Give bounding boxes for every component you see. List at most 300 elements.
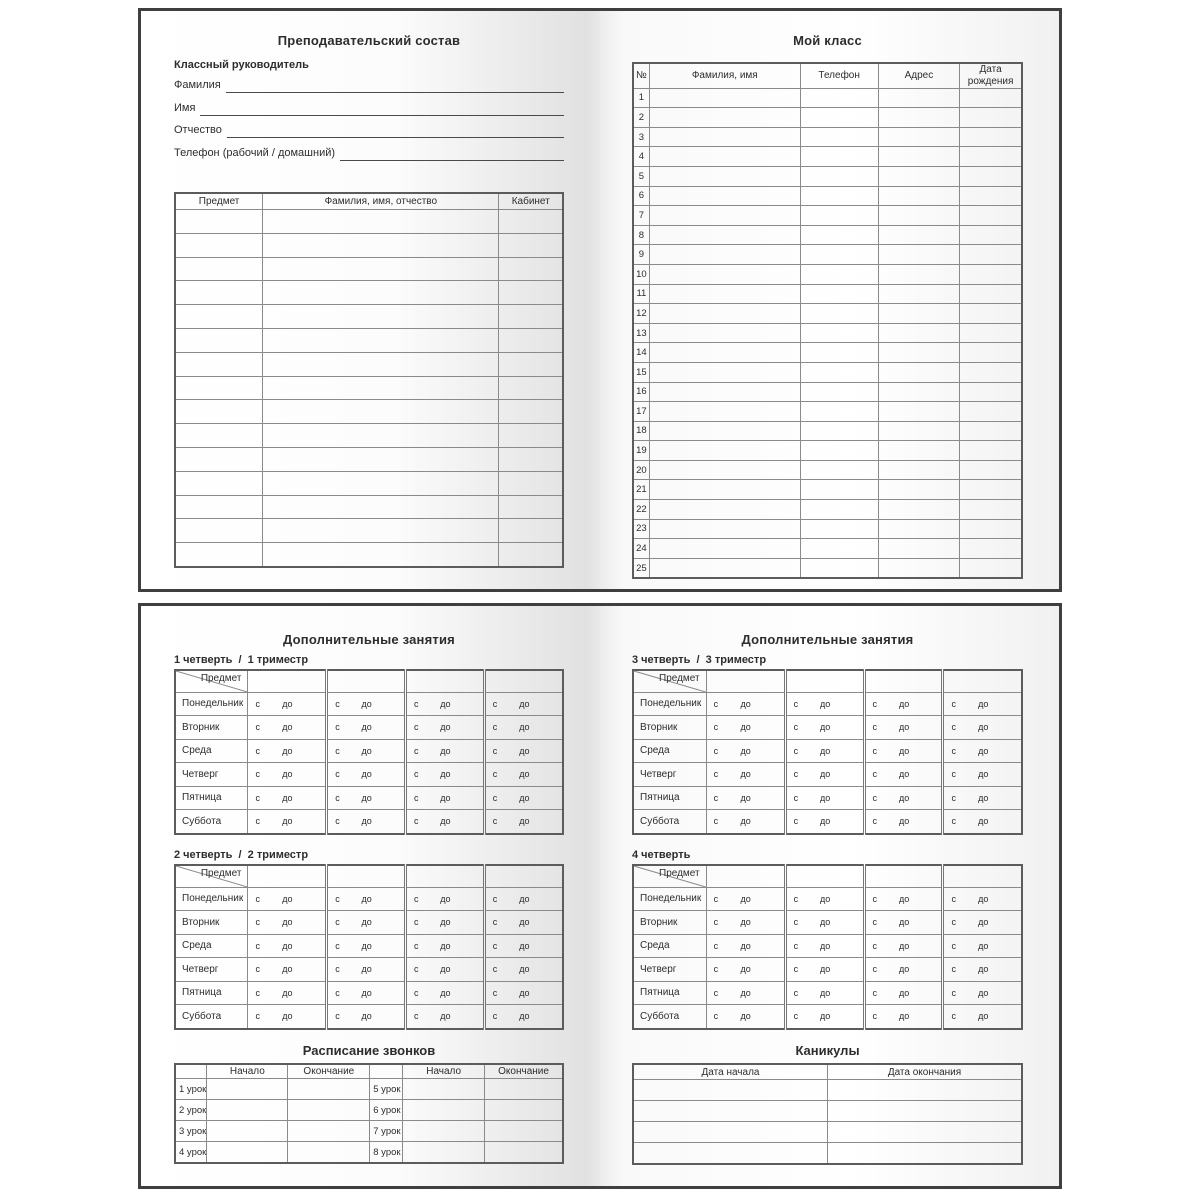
time-cell (405, 934, 484, 958)
to-label: до (440, 792, 451, 803)
from-label: с (413, 987, 419, 998)
to-label: до (978, 792, 989, 803)
empty-cell (960, 245, 1022, 265)
from-label: с (413, 964, 419, 975)
table-row (175, 424, 563, 448)
field-label: Фамилия (174, 79, 221, 92)
from-label: с (335, 722, 340, 733)
time-cell (785, 786, 864, 810)
time-cell (327, 786, 406, 810)
field-row (174, 93, 564, 116)
row-number-cell: 6 (633, 186, 649, 206)
empty-cell (207, 1121, 288, 1142)
schedule-slot-q4 (632, 864, 1023, 1030)
to-label: до (740, 792, 751, 803)
table-row (633, 225, 1022, 245)
from-label: с (951, 1011, 956, 1022)
from-label: с (255, 917, 260, 928)
schedule-header-row (633, 865, 1022, 888)
day-cell: Понедельник (633, 887, 706, 911)
empty-cell (800, 225, 878, 245)
to-label: до (519, 940, 530, 951)
schedule-table (632, 669, 1023, 835)
subject-header-cell (943, 670, 1022, 693)
time-cell (248, 934, 327, 958)
row-number-cell: 2 (633, 108, 649, 128)
field-label: Отчество (174, 124, 222, 137)
table-row (633, 147, 1022, 167)
empty-cell (263, 471, 499, 495)
row-number-cell: 7 (633, 206, 649, 226)
time-cell (943, 911, 1022, 935)
to-label: до (819, 940, 831, 951)
table-row (633, 206, 1022, 226)
from-label: с (872, 940, 878, 951)
empty-cell (800, 323, 878, 343)
empty-cell (263, 400, 499, 424)
page-title-my-class: Мой класс (793, 33, 862, 48)
empty-cell (263, 447, 499, 471)
day-row (175, 911, 563, 935)
day-cell: Понедельник (175, 692, 248, 716)
empty-cell (649, 127, 800, 147)
table-row (175, 1100, 563, 1121)
to-label: до (440, 1011, 451, 1022)
time-cell (706, 958, 785, 982)
table-row (633, 166, 1022, 186)
day-cell: Пятница (633, 786, 706, 810)
from-label: с (872, 987, 878, 998)
day-cell: Вторник (633, 911, 706, 935)
to-label: до (819, 698, 831, 709)
empty-cell (263, 424, 499, 448)
table-row (175, 209, 563, 233)
from-label: с (492, 816, 498, 827)
to-label: до (819, 769, 831, 780)
column-header: Окончание (485, 1064, 563, 1079)
to-label: до (282, 917, 293, 928)
empty-cell (800, 284, 878, 304)
time-cell (484, 934, 563, 958)
schedule-table (632, 864, 1023, 1030)
empty-cell (499, 424, 563, 448)
bells-title: Расписание звонков (302, 1042, 436, 1058)
class-table (632, 62, 1023, 580)
from-label: с (793, 917, 799, 928)
empty-cell (800, 343, 878, 363)
empty-cell (800, 264, 878, 284)
time-cell (405, 981, 484, 1005)
time-cell (327, 911, 406, 935)
to-label: до (740, 769, 751, 780)
empty-cell (800, 166, 878, 186)
empty-cell (649, 206, 800, 226)
blank-header-cell (175, 1064, 207, 1079)
empty-cell (499, 328, 563, 352)
empty-cell (499, 447, 563, 471)
to-label: до (361, 745, 372, 756)
empty-cell (175, 209, 263, 233)
table-row (633, 480, 1022, 500)
time-cell (248, 981, 327, 1005)
empty-cell (175, 543, 263, 567)
from-label: с (713, 987, 719, 998)
from-label: с (335, 769, 340, 780)
day-cell: Суббота (633, 1005, 706, 1029)
time-cell (484, 716, 563, 740)
table-row (175, 1121, 563, 1142)
empty-cell (649, 343, 800, 363)
empty-cell (288, 1121, 370, 1142)
from-label: с (793, 745, 799, 756)
row-number-cell: 22 (633, 500, 649, 520)
table-row (633, 264, 1022, 284)
row-number-cell: 9 (633, 245, 649, 265)
empty-cell (800, 421, 878, 441)
from-label: с (713, 792, 719, 803)
schedule-header-row (175, 670, 563, 693)
empty-cell (499, 495, 563, 519)
to-label: до (282, 1011, 293, 1022)
day-row (175, 692, 563, 716)
empty-cell (960, 108, 1022, 128)
empty-cell (960, 519, 1022, 539)
bells-table (174, 1063, 564, 1164)
empty-cell (499, 209, 563, 233)
from-label: с (951, 987, 956, 998)
time-cell (785, 763, 864, 787)
subject-header-cell (706, 865, 785, 888)
subject-header-cell (327, 670, 406, 693)
day-cell: Четверг (175, 763, 248, 787)
from-label: с (951, 722, 956, 733)
empty-cell (403, 1121, 485, 1142)
field-row (174, 116, 564, 139)
from-label: с (255, 893, 260, 904)
from-label: с (793, 893, 799, 904)
to-label: до (740, 745, 751, 756)
time-cell (864, 934, 943, 958)
table-row (633, 421, 1022, 441)
holidays-header-row (633, 1064, 1022, 1080)
from-label: с (713, 1011, 719, 1022)
to-label: до (519, 816, 530, 827)
row-number-cell: 5 (633, 166, 649, 186)
to-label: до (361, 1011, 372, 1022)
to-label: до (898, 745, 910, 756)
empty-cell (485, 1142, 563, 1164)
time-cell (864, 887, 943, 911)
day-cell: Пятница (633, 981, 706, 1005)
to-label: до (361, 940, 372, 951)
empty-cell (499, 233, 563, 257)
from-label: с (872, 893, 878, 904)
day-cell: Четверг (633, 958, 706, 982)
time-cell (943, 786, 1022, 810)
subject-header-cell (405, 670, 484, 693)
table-row (175, 1142, 563, 1164)
empty-cell (288, 1142, 370, 1164)
row-number-cell: 15 (633, 362, 649, 382)
to-label: до (819, 792, 831, 803)
empty-cell (649, 108, 800, 128)
time-cell (864, 739, 943, 763)
day-row (175, 887, 563, 911)
from-label: с (872, 917, 878, 928)
quarter-label-3: 3 четверть / 3 триместр (632, 653, 767, 666)
time-cell (864, 911, 943, 935)
empty-cell (649, 225, 800, 245)
empty-cell (207, 1100, 288, 1121)
day-row (633, 786, 1022, 810)
from-label: с (413, 940, 419, 951)
to-label: до (898, 987, 910, 998)
to-label: до (740, 722, 751, 733)
from-label: с (492, 917, 498, 928)
time-cell (327, 1005, 406, 1029)
day-cell: Суббота (633, 810, 706, 834)
staff-header-row (175, 193, 563, 210)
table-row (175, 352, 563, 376)
empty-cell (878, 500, 960, 520)
time-cell (943, 763, 1022, 787)
to-label: до (361, 893, 372, 904)
column-header: № (633, 63, 649, 89)
empty-cell (499, 400, 563, 424)
field-label: Имя (174, 101, 196, 114)
time-cell (248, 887, 327, 911)
day-cell: Понедельник (175, 887, 248, 911)
time-cell (405, 810, 484, 834)
time-cell (785, 958, 864, 982)
day-row (175, 716, 563, 740)
from-label: с (951, 964, 956, 975)
time-cell (405, 716, 484, 740)
empty-cell (878, 362, 960, 382)
empty-cell (960, 558, 1022, 578)
time-cell (706, 716, 785, 740)
from-label: с (793, 792, 799, 803)
from-label: с (255, 1011, 260, 1022)
time-cell (785, 934, 864, 958)
day-row (633, 981, 1022, 1005)
time-cell (484, 763, 563, 787)
table-row (633, 539, 1022, 559)
to-label: до (819, 917, 831, 928)
table-row (633, 558, 1022, 578)
from-label: с (793, 1011, 799, 1022)
page-teachers (141, 11, 600, 589)
corner-label: Предмет (659, 672, 700, 684)
time-cell (405, 887, 484, 911)
time-cell (864, 692, 943, 716)
from-label: с (413, 893, 419, 904)
from-label: с (713, 964, 719, 975)
time-cell (706, 692, 785, 716)
from-label: с (413, 792, 419, 803)
to-label: до (440, 940, 451, 951)
day-cell: Суббота (175, 1005, 248, 1029)
empty-cell (649, 519, 800, 539)
empty-cell (878, 206, 960, 226)
empty-cell (263, 233, 499, 257)
from-label: с (335, 940, 340, 951)
time-cell (484, 1005, 563, 1029)
row-number-cell: 24 (633, 539, 649, 559)
table-row (175, 328, 563, 352)
to-label: до (440, 722, 451, 733)
empty-cell (800, 108, 878, 128)
from-label: с (492, 722, 498, 733)
table-row (633, 88, 1022, 108)
from-label: с (413, 722, 419, 733)
empty-cell (499, 281, 563, 305)
to-label: до (819, 722, 831, 733)
day-cell: Понедельник (633, 692, 706, 716)
from-label: с (255, 698, 260, 709)
from-label: с (713, 745, 719, 756)
empty-cell (828, 1080, 1023, 1101)
empty-cell (800, 382, 878, 402)
corner-label: Предмет (200, 867, 242, 879)
empty-cell (649, 88, 800, 108)
to-label: до (519, 893, 530, 904)
corner-predmet-cell (175, 865, 248, 888)
empty-cell (403, 1100, 485, 1121)
empty-cell (878, 108, 960, 128)
lesson-label-cell: 3 урок (175, 1121, 207, 1142)
empty-cell (828, 1143, 1023, 1165)
empty-cell (878, 166, 960, 186)
empty-cell (960, 362, 1022, 382)
time-cell (864, 716, 943, 740)
empty-cell (633, 1122, 828, 1143)
table-row (633, 500, 1022, 520)
from-label: с (492, 964, 498, 975)
time-cell (327, 934, 406, 958)
empty-cell (649, 284, 800, 304)
holidays-title: Каникулы (795, 1042, 860, 1058)
from-label: с (713, 698, 719, 709)
empty-cell (800, 402, 878, 422)
empty-cell (649, 460, 800, 480)
subject-header-cell (248, 670, 327, 693)
from-label: с (713, 722, 719, 733)
time-cell (706, 911, 785, 935)
page-title-teachers: Преподавательский состав (277, 33, 461, 48)
to-label: до (440, 987, 451, 998)
empty-cell (499, 305, 563, 329)
lesson-label-cell: 5 урок (370, 1079, 403, 1100)
from-label: с (255, 722, 260, 733)
from-label: с (951, 792, 956, 803)
table-row (633, 127, 1022, 147)
to-label: до (978, 940, 989, 951)
field-row (174, 138, 564, 161)
empty-cell (175, 519, 263, 543)
empty-cell (960, 186, 1022, 206)
empty-cell (960, 343, 1022, 363)
table-row (633, 402, 1022, 422)
day-cell: Среда (633, 739, 706, 763)
empty-cell (878, 127, 960, 147)
subject-header-cell (943, 865, 1022, 888)
empty-cell (633, 1101, 828, 1122)
time-cell (327, 981, 406, 1005)
page-title-extra-left: Дополнительные занятия (283, 632, 455, 647)
from-label: с (255, 964, 260, 975)
schedule-header-row (175, 865, 563, 888)
subject-header-cell (405, 865, 484, 888)
empty-cell (960, 284, 1022, 304)
page-extra-classes-right (600, 606, 1059, 1186)
table-row (633, 519, 1022, 539)
time-cell (248, 911, 327, 935)
time-cell (943, 958, 1022, 982)
from-label: с (951, 769, 956, 780)
time-cell (864, 786, 943, 810)
to-label: до (282, 792, 293, 803)
from-label: с (335, 792, 340, 803)
subject-header-cell (785, 670, 864, 693)
from-label: с (492, 792, 498, 803)
empty-cell (263, 257, 499, 281)
empty-cell (878, 264, 960, 284)
to-label: до (519, 792, 530, 803)
day-cell: Четверг (633, 763, 706, 787)
from-label: с (872, 964, 878, 975)
to-label: до (282, 964, 293, 975)
from-label: с (872, 792, 878, 803)
to-label: до (740, 698, 751, 709)
empty-cell (960, 441, 1022, 461)
to-label: до (819, 745, 831, 756)
time-cell (405, 786, 484, 810)
to-label: до (898, 917, 910, 928)
empty-cell (828, 1101, 1023, 1122)
time-cell (405, 958, 484, 982)
empty-cell (800, 480, 878, 500)
time-cell (943, 1005, 1022, 1029)
empty-cell (207, 1142, 288, 1164)
day-cell: Пятница (175, 786, 248, 810)
empty-cell (878, 225, 960, 245)
day-row (633, 692, 1022, 716)
day-cell: Суббота (175, 810, 248, 834)
lesson-label-cell: 1 урок (175, 1079, 207, 1100)
to-label: до (361, 987, 372, 998)
empty-cell (499, 352, 563, 376)
from-label: с (951, 893, 956, 904)
subject-header-cell (327, 865, 406, 888)
empty-cell (878, 147, 960, 167)
to-label: до (898, 698, 910, 709)
to-label: до (440, 893, 451, 904)
from-label: с (492, 940, 498, 951)
from-label: с (413, 816, 419, 827)
time-cell (327, 810, 406, 834)
to-label: до (978, 987, 989, 998)
empty-cell (960, 323, 1022, 343)
schedule-slot-q3 (632, 669, 1023, 835)
table-row (175, 305, 563, 329)
time-cell (248, 739, 327, 763)
schedule-slot-q1 (174, 669, 564, 835)
time-cell (943, 810, 1022, 834)
empty-cell (878, 519, 960, 539)
empty-cell (649, 402, 800, 422)
table-row (633, 186, 1022, 206)
